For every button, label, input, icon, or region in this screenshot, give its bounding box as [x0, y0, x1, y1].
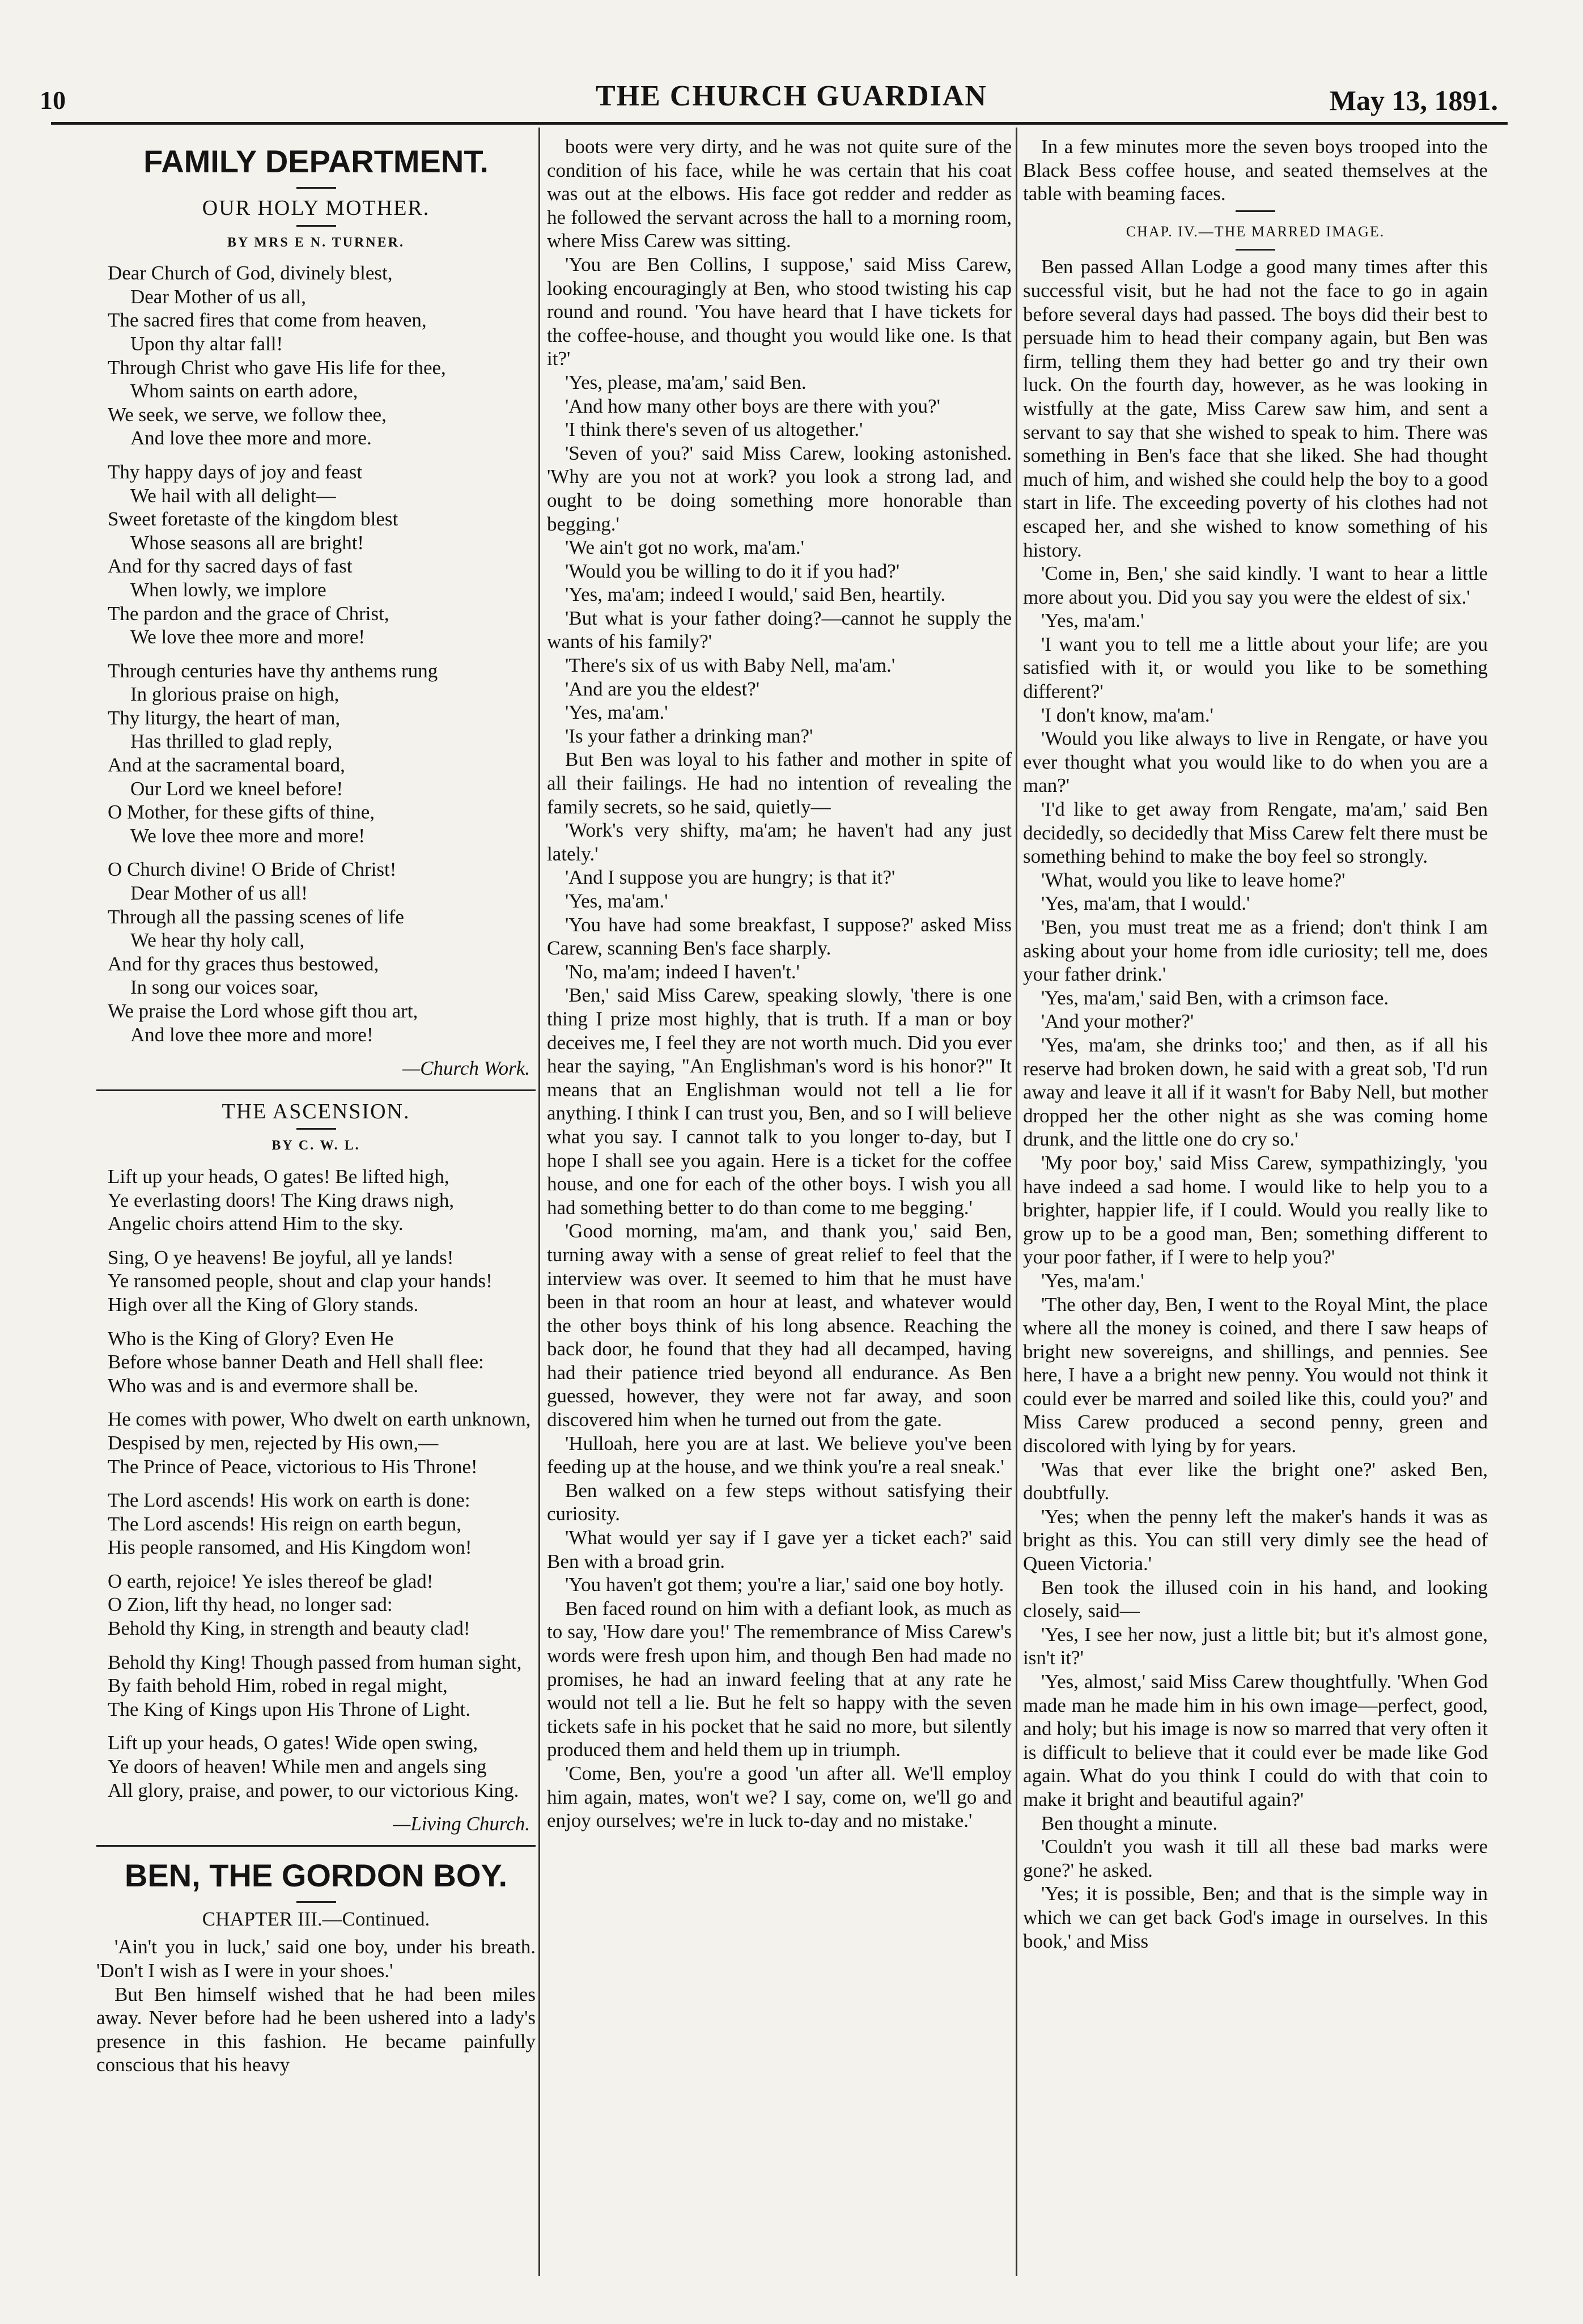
story-paragraph: Ben took the illused coin in his hand, and looking closely, said—: [1023, 1576, 1488, 1622]
poem-line: All glory, praise, and power, to our victorious King.: [108, 1779, 519, 1801]
chapter-heading: CHAPTER III.—Continued.: [202, 1907, 430, 1930]
poem-line: He comes with power, Who dwelt on earth unknown,: [108, 1408, 531, 1431]
column-rule: [1016, 128, 1017, 2276]
story-text: [1023, 135, 1488, 206]
poem-line: We hear thy holy call,: [130, 929, 305, 952]
story-paragraph: 'I don't know, ma'am.': [1041, 703, 1213, 726]
story-paragraph: 'Couldn't you wash it till all these bad marks were gone?' he asked.: [1023, 1835, 1488, 1881]
poem-line: Our Lord we kneel before!: [130, 777, 343, 800]
poem-line: Lift up your heads, O gates! Be lifted high,: [108, 1165, 449, 1188]
story-paragraph: In a few minutes more the seven boys trooped into the Black Bess coffee house, and seated themselves at the table with beaming faces.: [1023, 135, 1488, 205]
story-paragraph: 'Come, Ben, you're a good 'un after all. We'll employ him again, mates, won't we? I say, come on, we'll go and enjoy ourselves; we're in luck to-day and no mistake.': [547, 1762, 1012, 1832]
story-text: [96, 1935, 536, 2077]
poem-line: O earth, rejoice! Ye isles thereof be glad!: [108, 1570, 434, 1592]
short-rule: [296, 1901, 336, 1903]
poem-stanza: [96, 1407, 536, 1478]
poem-credit: —Church Work.: [402, 1057, 530, 1080]
poem-credit: —Living Church.: [393, 1813, 530, 1835]
story-paragraph: 'Yes, ma'am.': [1041, 609, 1144, 632]
story-paragraph: Ben walked on a few steps without satisfying their curiosity.: [547, 1479, 1012, 1525]
story-paragraph: 'I'd like to get away from Rengate, ma'am,' said Ben decidedly, so decidedly that Miss Carew felt there must be something behind to make the boy feel so strongly.: [1023, 798, 1488, 868]
poem-line: When lowly, we implore: [130, 578, 326, 601]
poem-body: [96, 261, 536, 1046]
story-paragraph: 'Would you be willing to do it if you had?': [565, 559, 900, 582]
poem-stanza: [96, 1246, 536, 1317]
poem-line: And at the sacramental board,: [108, 754, 345, 777]
story-paragraph: 'You haven't got them; you're a liar,' said one boy hotly.: [565, 1574, 1004, 1596]
story-paragraph: Ben faced round on him with a defiant look, as much as to say, 'How dare you!' The remembrance of Miss Carew's words were fresh upon him, and though Ben had made no promises, he had an inward feeling that at any rate he would not tell a lie. But he felt so happy with the seven tickets safe in his pocket that he said no more, but silently produced them and held them up in triumph.: [547, 1597, 1012, 1761]
column-2: [547, 135, 1012, 2284]
poem-line: And love thee more and more.: [130, 427, 372, 449]
poem-line: We hail with all delight—: [130, 484, 336, 507]
story-title: BEN, THE GORDON BOY.: [124, 1857, 508, 1893]
poem-line: And for thy graces thus bestowed,: [108, 952, 379, 975]
poem-line: Ye everlasting doors! The King draws nigh,: [108, 1189, 455, 1211]
poem-author: BY C. W. L.: [271, 1138, 360, 1153]
short-rule: [1236, 249, 1275, 251]
poem-stanza: [96, 1327, 536, 1398]
story-paragraph: 'Yes, almost,' said Miss Carew thoughtfully. 'When God made man he made him in his own image—perfect, good, and holy; but his image is now so marred that very often it is difficult to believe that it could ever be made like God again. What do you think I could do with that coin to make it bright and beautiful again?': [1023, 1670, 1488, 1810]
story-paragraph: 'Yes, ma'am.': [565, 890, 668, 912]
story-paragraph: 'We ain't got no work, ma'am.': [565, 536, 804, 559]
story-text: [547, 135, 1012, 1833]
story-paragraph: 'Yes, ma'am.': [565, 701, 668, 724]
page-number: 10: [40, 86, 66, 114]
story-paragraph: 'No, ma'am; indeed I haven't.': [565, 960, 800, 983]
issue-date: May 13, 1891.: [1329, 84, 1498, 116]
story-paragraph: 'Was that ever like the bright one?' asked Ben, doubtfully.: [1023, 1458, 1488, 1504]
story-paragraph: 'Yes, ma'am, that I would.': [1041, 892, 1250, 915]
poem-line: Lift up your heads, O gates! Wide open swing,: [108, 1732, 478, 1754]
poem-line: Whose seasons all are bright!: [130, 531, 364, 554]
short-rule: [296, 225, 336, 227]
story-paragraph: 'Come in, Ben,' she said kindly. 'I want to hear a little more about you. Did you say you were the eldest of six.': [1023, 562, 1488, 608]
poem-stanza: [96, 261, 536, 450]
poem-line: Upon thy altar fall!: [130, 332, 283, 355]
poem-line: Through centuries have thy anthems rung: [108, 659, 438, 682]
story-paragraph: But Ben himself wished that he had been miles away. Never before had he been ushered into a lady's presence in this fashion. He became painfully conscious that his heavy: [96, 1983, 536, 2076]
poem-line: Dear Church of God, divinely blest,: [108, 262, 393, 285]
poem-stanza: [96, 1570, 536, 1640]
short-rule: [296, 1128, 336, 1130]
story-paragraph: But Ben was loyal to his father and mother in spite of all their failings. He had no intention of revealing the family secrets, so he said, quietly—: [547, 748, 1012, 818]
poem-line: Who was and is and evermore shall be.: [108, 1374, 419, 1397]
poem-line: We seek, we serve, we follow thee,: [108, 403, 387, 426]
poem-line: Dear Mother of us all!: [130, 882, 308, 905]
story-paragraph: 'Yes; when the penny left the maker's hands it was as bright as this. You can still very dimly see the head of Queen Victoria.': [1023, 1505, 1488, 1575]
poem-line: Ye ransomed people, shout and clap your hands!: [108, 1270, 493, 1292]
chapter-heading: CHAP. IV.—THE MARRED IMAGE.: [1126, 223, 1385, 240]
story-paragraph: 'What, would you like to leave home?': [1041, 868, 1346, 891]
story-paragraph: boots were very dirty, and he was not quite sure of the condition of his face, while he was certain that his coat was out at the elbows. His face got redder and redder as he followed the servant across the hall to a morning room, where Miss Carew was sitting.: [547, 135, 1012, 252]
short-rule: [1236, 210, 1275, 212]
story-paragraph: 'My poor boy,' said Miss Carew, sympathizingly, 'you have indeed a sad home. I would like to help you to a brighter, happier life, if I could. Would you really like to grow up to be a good man, Ben; something different to your poor father, if I were to help you?': [1023, 1151, 1488, 1269]
poem-line: O Mother, for these gifts of thine,: [108, 801, 375, 824]
poem-stanza: [96, 460, 536, 649]
story-paragraph: 'And are you the eldest?': [565, 677, 760, 700]
story-paragraph: 'You have had some breakfast, I suppose?' asked Miss Carew, scanning Ben's face sharply.: [547, 913, 1012, 960]
story-paragraph: 'Yes, ma'am; indeed I would,' said Ben, heartily.: [565, 583, 946, 606]
poem-line: Despised by men, rejected by His own,—: [108, 1431, 439, 1454]
poem-line: Whom saints on earth adore,: [130, 380, 358, 402]
poem-stanza: [96, 1165, 536, 1236]
story-paragraph: 'Hulloah, here you are at last. We believe you've been feeding up at the house, and we think you're a real sneak.': [547, 1432, 1012, 1478]
story-paragraph: 'Yes, ma'am.': [1041, 1269, 1144, 1292]
story-paragraph: 'Good morning, ma'am, and thank you,' said Ben, turning away with a sense of great relief to feel that the interview was over. It seemed to him that he must have been in that room an hour at least, and whatever would the other boys think of his long absence. Reaching the back door, he found that they had all decamped, having had their patience tried beyond all endurance. As Ben guessed, however, they were not far away, and soon discovered him when he turned out from the gate.: [547, 1220, 1012, 1431]
poem-line: We love thee more and more!: [130, 626, 366, 648]
story-paragraph: Ben thought a minute.: [1041, 1812, 1218, 1834]
story-paragraph: 'Yes, ma'am,' said Ben, with a crimson face.: [1041, 986, 1389, 1009]
poem-line: Sweet foretaste of the kingdom blest: [108, 508, 398, 531]
story-paragraph: 'And your mother?': [1041, 1010, 1194, 1033]
poem-line: Before whose banner Death and Hell shall flee:: [108, 1351, 484, 1373]
poem-line: Dear Mother of us all,: [130, 285, 307, 308]
story-paragraph: 'What would yer say if I gave yer a ticket each?' said Ben with a broad grin.: [547, 1526, 1012, 1572]
poem-line: By faith behold Him, robed in regal might,: [108, 1674, 448, 1697]
story-paragraph: 'Yes, please, ma'am,' said Ben.: [565, 371, 807, 393]
story-paragraph: 'Work's very shifty, ma'am; he haven't had any just lately.': [547, 819, 1012, 865]
poem-line: High over all the King of Glory stands.: [108, 1293, 419, 1316]
story-paragraph: 'Yes, ma'am, she drinks too;' and then, as if all his reserve had broken down, he said with a great sob, 'I'd run away and leave it all if it wasn't for Baby Nell, but mother dropped her the other night as she was coming home drunk, and the little one do cry so.': [1023, 1033, 1488, 1151]
story-paragraph: 'I want you to tell me a little about your life; are you satisfied with it, or would you like to be something different?': [1023, 633, 1488, 703]
poem-line: The Prince of Peace, victorious to His Throne!: [108, 1455, 478, 1478]
short-rule: [296, 187, 336, 189]
story-paragraph: 'And I suppose you are hungry; is that it?': [565, 866, 896, 889]
story-paragraph: 'Is your father a drinking man?': [565, 724, 813, 747]
poem-stanza: [96, 858, 536, 1046]
story-paragraph: 'Seven of you?' said Miss Carew, looking astonished. 'Why are you not at work? you look a strong lad, and ought to be doing something more honorable than begging.': [547, 442, 1012, 535]
section-rule: [96, 1845, 536, 1847]
story-text: [1023, 255, 1488, 1953]
poem-line: The Lord ascends! His work on earth is done:: [108, 1489, 470, 1512]
poem-line: We love thee more and more!: [130, 824, 366, 847]
story-paragraph: 'And how many other boys are there with you?': [565, 395, 940, 417]
column-1: [96, 135, 536, 2284]
story-paragraph: 'Yes; it is possible, Ben; and that is the simple way in which we can get back God's image in ourselves. In this book,' and Miss: [1023, 1882, 1488, 1952]
poem-line: Thy happy days of joy and feast: [108, 460, 363, 483]
poem-line: Has thrilled to glad reply,: [130, 730, 333, 753]
poem-body: [96, 1165, 536, 1802]
poem-line: And for thy sacred days of fast: [108, 555, 353, 578]
poem-line: Behold thy King! Though passed from human sight,: [108, 1651, 522, 1673]
story-paragraph: 'Ben, you must treat me as a friend; don't think I am asking about your home from idle curiosity; tell me, does your father drink.': [1023, 916, 1488, 986]
poem-stanza: [96, 1731, 536, 1802]
poem-line: O Zion, lift thy head, no longer sad:: [108, 1593, 393, 1616]
poem-stanza: [96, 1651, 536, 1721]
poem-line: Sing, O ye heavens! Be joyful, all ye lands!: [108, 1246, 454, 1269]
story-paragraph: 'Yes, I see her now, just a little bit; but it's almost gone, isn't it?': [1023, 1623, 1488, 1669]
column-rule: [538, 128, 540, 2276]
poem-line: We praise the Lord whose gift thou art,: [108, 1000, 418, 1022]
story-paragraph: 'Ain't you in luck,' said one boy, under his breath. 'Don't I wish as I were in your shoes.': [96, 1936, 536, 1982]
poem-line: Who is the King of Glory? Even He: [108, 1327, 394, 1350]
poem-line: The Lord ascends! His reign on earth begun,: [108, 1512, 461, 1535]
poem-line: The pardon and the grace of Christ,: [108, 602, 389, 625]
header-rule: [51, 122, 1508, 125]
poem-line: In song our voices soar,: [130, 976, 319, 999]
story-paragraph: 'I think there's seven of us altogether.': [565, 418, 863, 441]
poem-line: And love thee more and more!: [130, 1023, 374, 1046]
poem-line: In glorious praise on high,: [130, 683, 339, 706]
poem-line: Ye doors of heaven! While men and angels sing: [108, 1755, 487, 1778]
story-paragraph: 'The other day, Ben, I went to the Royal Mint, the place where all the money is coined, and there I saw heaps of bright new sovereigns, and shillings, and pennies. See here, I have a a bright new penny. You would not think it could ever be marred and soiled like this, could you?' and Miss Carew produced a second penny, green and discolored with lying by for years.: [1023, 1293, 1488, 1457]
poem-line: Angelic choirs attend Him to the sky.: [108, 1212, 404, 1235]
story-paragraph: 'Ben,' said Miss Carew, speaking slowly, 'there is one thing I prize most highly, that is truth. If a man or boy deceives me, I feel they are not worth much. Did you ever hear the saying, "An Englishman's word is his honor?" It means that an Englishman would not tell a lie for anything. I think I can trust you, Ben, and so I will believe what you say. I cannot talk to you longer to-day, but I hope I shall see you again. Here is a ticket for the coffee house, and one for each of the other boys. I wish you all had something better to do than come to me begging.': [547, 984, 1012, 1219]
poem-line: O Church divine! O Bride of Christ!: [108, 858, 397, 881]
poem-title: THE ASCENSION.: [222, 1099, 410, 1123]
story-paragraph: Ben passed Allan Lodge a good many times after this successful visit, but he had not the face to go in again before several days had passed. The boys did their best to persuade him to head their company again, but Ben was firm, telling them they had better go and try their own luck. On the fourth day, however, as he was looking in wistfully at the gate, Miss Carew saw him, and sent a servant to say that she wished to speak to him. There was something in Ben's face that she liked. She had thought much of him, and wished she could help the boy to a good start in life. The exceeding poverty of his clothes had not escaped her, and she wished to know something of his history.: [1023, 256, 1488, 561]
poem-line: The sacred fires that come from heaven,: [108, 309, 427, 332]
masthead-title: THE CHURCH GUARDIAN: [596, 80, 987, 112]
column-3: [1023, 135, 1488, 2284]
section-title: FAMILY DEPARTMENT.: [143, 143, 489, 179]
poem-line: Through Christ who gave His life for thee,: [108, 356, 446, 379]
poem-line: Through all the passing scenes of life: [108, 905, 404, 928]
poem-line: Thy liturgy, the heart of man,: [108, 706, 341, 729]
poem-title: OUR HOLY MOTHER.: [202, 196, 430, 220]
poem-author: BY MRS E N. TURNER.: [227, 235, 405, 250]
story-paragraph: 'But what is your father doing?—cannot he supply the wants of his family?': [547, 607, 1012, 653]
story-paragraph: 'There's six of us with Baby Nell, ma'am.': [565, 654, 896, 677]
poem-stanza: [96, 659, 536, 848]
poem-stanza: [96, 1488, 536, 1559]
poem-line: His people ransomed, and His Kingdom won!: [108, 1536, 472, 1559]
section-rule: [96, 1089, 536, 1091]
story-paragraph: 'Would you like always to live in Rengate, or have you ever thought what you would like to do when you are a man?': [1023, 727, 1488, 797]
story-paragraph: 'You are Ben Collins, I suppose,' said Miss Carew, looking encouragingly at Ben, who stood twisting his cap round and round. 'You have heard that I have tickets for the coffee-house, and thought you would like one. Is that it?': [547, 253, 1012, 370]
poem-line: Behold thy King, in strength and beauty clad!: [108, 1617, 470, 1640]
poem-line: The King of Kings upon His Throne of Light.: [108, 1698, 470, 1720]
